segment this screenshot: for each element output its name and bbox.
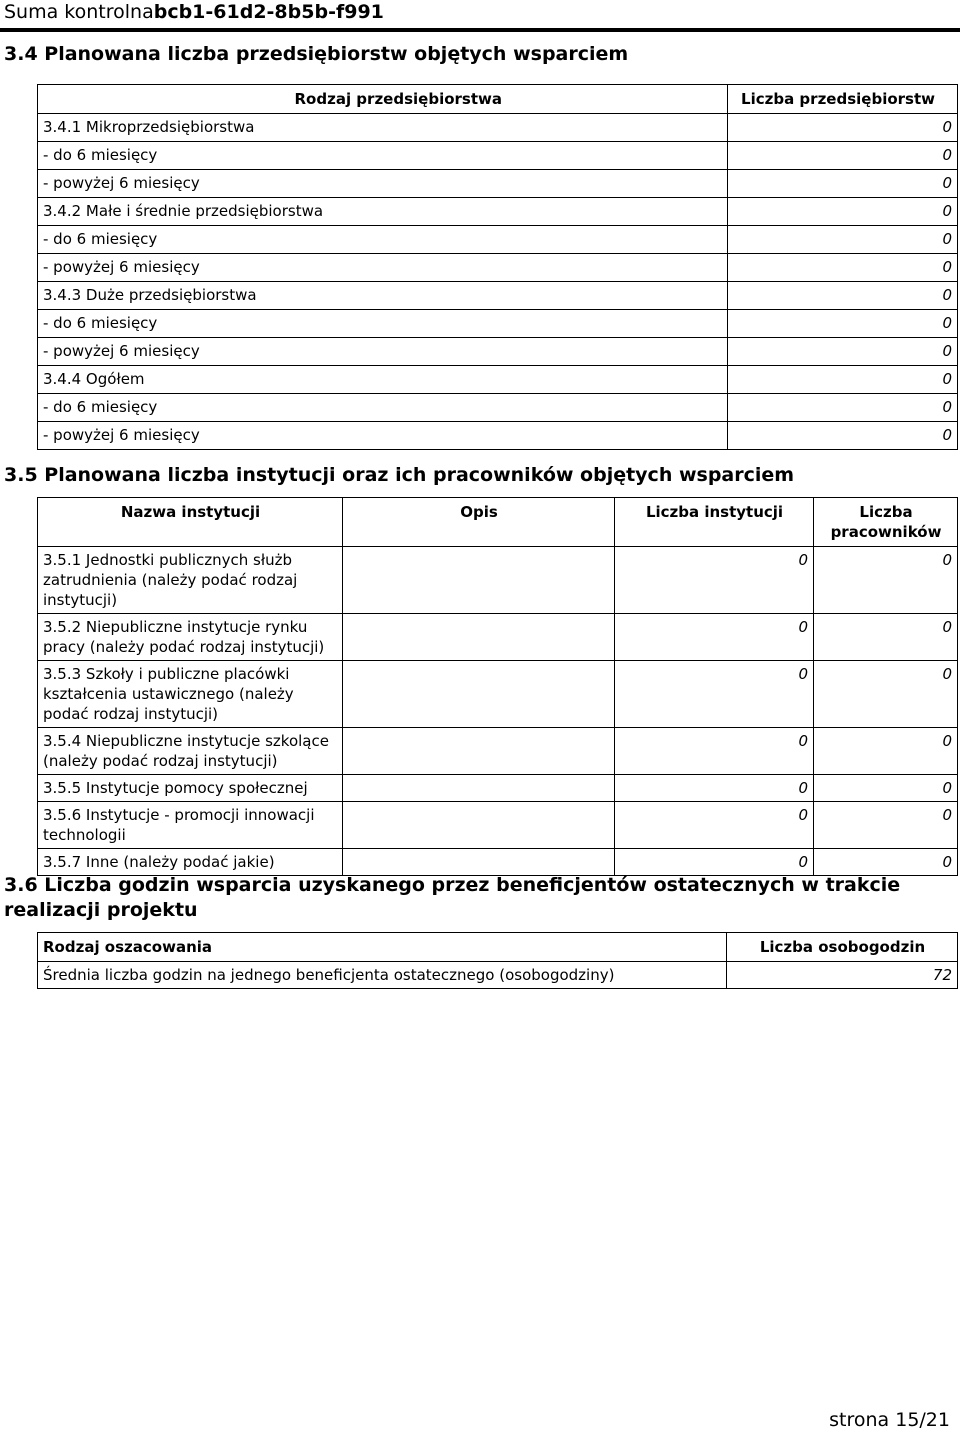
institution-name-cell: 3.5.3 Szkoły i publiczne placówki kształcenia ustawicznego (należy podać rodzaj instytucji): [38, 661, 343, 728]
institution-count-cell: 0: [615, 849, 814, 876]
table-row: [38, 547, 958, 614]
enterprise-count-cell: 0: [728, 394, 958, 422]
table-row: [38, 394, 958, 422]
institution-name-cell: 3.5.7 Inne (należy podać jakie): [38, 849, 343, 876]
description-cell: [343, 849, 615, 876]
description-cell: [343, 661, 615, 728]
col-header-estimation-type: Rodzaj oszacowania: [38, 933, 727, 962]
col-header-person-hours: Liczba osobogodzin: [727, 933, 958, 962]
enterprise-type-cell: 3.4.1 Mikroprzedsiębiorstwa: [38, 114, 728, 142]
table-row: [38, 775, 958, 802]
institution-count-cell: 0: [615, 661, 814, 728]
col-header-description: Opis: [343, 498, 615, 547]
col-header-enterprise-type: Rodzaj przedsiębiorstwa: [38, 85, 728, 114]
section-36-title: 3.6 Liczba godzin wsparcia uzyskanego przez beneficjentów ostatecznych w trakcie realizacji projektu: [4, 874, 901, 921]
table-row: [38, 849, 958, 876]
employee-count-cell: 0: [814, 547, 958, 614]
description-cell: [343, 802, 615, 849]
enterprise-count-cell: 0: [728, 114, 958, 142]
institution-name-cell: 3.5.2 Niepubliczne instytucje rynku pracy (należy podać rodzaj instytucji): [38, 614, 343, 661]
checksum-code: bcb1-61d2-8b5b-f991: [153, 1, 384, 23]
table-row: [38, 728, 958, 775]
enterprise-type-cell: - powyżej 6 miesięcy: [38, 170, 728, 198]
enterprise-type-cell: - do 6 miesięcy: [38, 142, 728, 170]
col-header-institution-count: Liczba instytucji: [615, 498, 814, 547]
enterprise-count-cell: 0: [728, 198, 958, 226]
employee-count-cell: 0: [814, 614, 958, 661]
enterprise-type-cell: - do 6 miesięcy: [38, 394, 728, 422]
table-row: [38, 282, 958, 310]
enterprises-table: [37, 84, 958, 450]
table-row: [38, 962, 958, 989]
table-row: [38, 802, 958, 849]
enterprise-type-cell: 3.4.2 Małe i średnie przedsiębiorstwa: [38, 198, 728, 226]
employee-count-cell: 0: [814, 728, 958, 775]
enterprise-type-cell: 3.4.3 Duże przedsiębiorstwa: [38, 282, 728, 310]
employee-count-cell: 0: [814, 849, 958, 876]
institution-count-cell: 0: [615, 802, 814, 849]
table-row: [38, 422, 958, 450]
description-cell: [343, 547, 615, 614]
table-row: [38, 661, 958, 728]
institution-name-cell: 3.5.6 Instytucje - promocji innowacji technologii: [38, 802, 343, 849]
enterprise-type-cell: - powyżej 6 miesięcy: [38, 254, 728, 282]
description-cell: [343, 775, 615, 802]
institution-count-cell: 0: [615, 614, 814, 661]
table-row: [38, 142, 958, 170]
col-header-employee-count: Liczba pracowników: [814, 498, 958, 547]
institution-count-cell: 0: [615, 547, 814, 614]
table-row: [38, 254, 958, 282]
description-cell: [343, 614, 615, 661]
description-cell: [343, 728, 615, 775]
table-row: [38, 366, 958, 394]
estimation-label: Średnia liczba godzin na jednego beneficjenta ostatecznego (osobogodziny): [38, 962, 727, 989]
enterprise-count-cell: 0: [728, 422, 958, 450]
enterprise-count-cell: 0: [728, 142, 958, 170]
table-row: [38, 310, 958, 338]
enterprise-type-cell: - powyżej 6 miesięcy: [38, 422, 728, 450]
document-header: [4, 0, 384, 24]
section-35-title: 3.5 Planowana liczba instytucji oraz ich pracowników objętych wsparciem: [4, 464, 795, 486]
institution-count-cell: 0: [615, 728, 814, 775]
table-row: [38, 198, 958, 226]
institution-name-cell: 3.5.5 Instytucje pomocy społecznej: [38, 775, 343, 802]
enterprise-count-cell: 0: [728, 170, 958, 198]
support-hours-table: [37, 932, 958, 989]
enterprise-type-cell: - do 6 miesięcy: [38, 310, 728, 338]
institutions-table: [37, 497, 958, 876]
enterprise-type-cell: 3.4.4 Ogółem: [38, 366, 728, 394]
table-row: [38, 114, 958, 142]
col-header-enterprise-count: Liczba przedsiębiorstw: [728, 85, 958, 114]
institution-count-cell: 0: [615, 775, 814, 802]
employee-count-cell: 0: [814, 661, 958, 728]
table-row: [38, 614, 958, 661]
institution-name-cell: 3.5.4 Niepubliczne instytucje szkolące (należy podać rodzaj instytucji): [38, 728, 343, 775]
institution-name-cell: 3.5.1 Jednostki publicznych służb zatrudnienia (należy podać rodzaj instytucji): [38, 547, 343, 614]
enterprise-type-cell: - powyżej 6 miesięcy: [38, 338, 728, 366]
enterprise-count-cell: 0: [728, 366, 958, 394]
table-row: [38, 338, 958, 366]
checksum-label: Suma kontrolna: [4, 1, 154, 23]
enterprise-count-cell: 0: [728, 282, 958, 310]
enterprise-count-cell: 0: [728, 310, 958, 338]
col-header-institution-name: Nazwa instytucji: [38, 498, 343, 547]
employee-count-cell: 0: [814, 775, 958, 802]
enterprise-type-cell: - do 6 miesięcy: [38, 226, 728, 254]
page-number: strona 15/21: [829, 1409, 950, 1431]
enterprise-count-cell: 0: [728, 254, 958, 282]
employee-count-cell: 0: [814, 802, 958, 849]
person-hours-value: 72: [727, 962, 958, 989]
enterprise-count-cell: 0: [728, 338, 958, 366]
section-34-title: 3.4 Planowana liczba przedsiębiorstw objętych wsparciem: [4, 43, 629, 65]
header-rule: [0, 28, 960, 32]
enterprise-count-cell: 0: [728, 226, 958, 254]
table-row: [38, 170, 958, 198]
table-row: [38, 226, 958, 254]
